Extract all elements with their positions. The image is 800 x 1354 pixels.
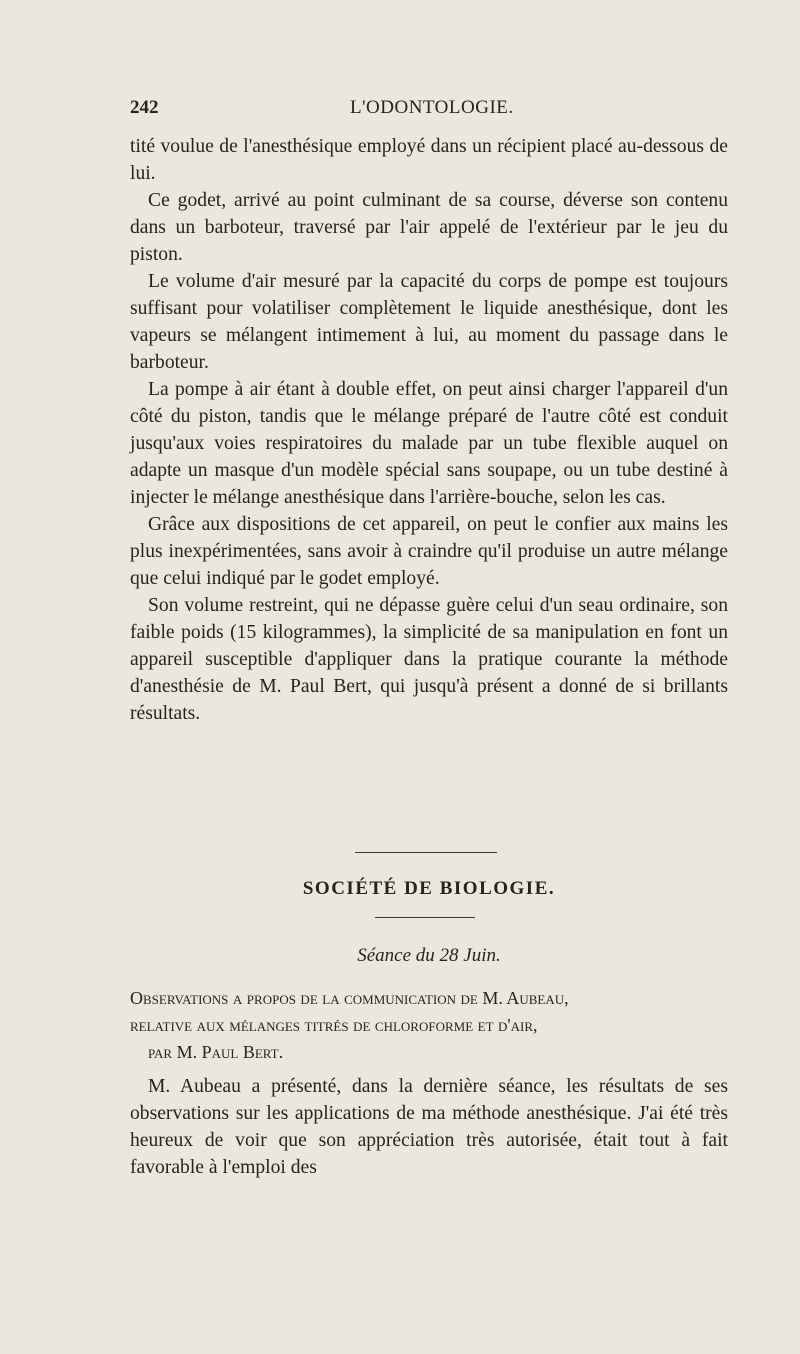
paragraph: Le volume d'air mesuré par la capacité du corps de pompe est toujours suffisant pour volatiliser complètement le liquide anesthésique, dont les vapeurs se mélangent intimement à lui, au moment du passage dans le barboteur. bbox=[130, 271, 728, 373]
section-title: SOCIÉTÉ DE BIOLOGIE. bbox=[302, 878, 556, 899]
paragraph: Son volume restreint, qui ne dépasse guère celui d'un seau ordinaire, son faible poids (15 kilogrammes), la simplicité de sa manipulation en font un appareil susceptible d'appliquer dans la pratique courante la méthode d'anesthésie de M. Paul Bert, qui jusqu'à présent a donné de si brillants résultats. bbox=[130, 595, 728, 724]
paragraph: Ce godet, arrivé au point culminant de sa course, déverse son contenu dans un barboteur, traversé par l'air appelé de l'extérieur par le jeu du piston. bbox=[130, 190, 728, 265]
article-title-line: Observations a propos de la communication de M. Aubeau, bbox=[130, 988, 569, 1008]
section-rule-bottom bbox=[375, 917, 475, 918]
article-title-line: relative aux mélanges titrés de chloroforme et d'air, bbox=[130, 1015, 538, 1035]
session-date: Séance du 28 Juin. bbox=[357, 945, 501, 966]
paragraph: tité voulue de l'anesthésique employé dans un récipient placé au-dessous de lui. bbox=[130, 136, 728, 184]
article-author: par M. Paul Bert. bbox=[148, 1042, 284, 1062]
page-number: 242 bbox=[130, 97, 159, 118]
paragraph: Grâce aux dispositions de cet appareil, on peut le confier aux mains les plus inexpérimentées, sans avoir à craindre qu'il produise un autre mélange que celui indiqué par le godet employé. bbox=[130, 514, 728, 589]
article-title bbox=[130, 985, 728, 1066]
running-title: L'ODONTOLOGIE. bbox=[350, 97, 514, 118]
paragraph: M. Aubeau a présenté, dans la dernière séance, les résultats de ses observations sur les applications de ma méthode anesthésique. J'ai été très heureux de voir que son appréciation très autorisée, était tout à fait favorable à l'emploi des bbox=[130, 1076, 728, 1178]
paragraph: La pompe à air étant à double effet, on peut ainsi charger l'appareil d'un côté du piston, tandis que le mélange préparé de l'autre côté est conduit jusqu'aux voies respiratoires du malade par un tube flexible auquel on adapte un masque d'un modèle spécial sans soupape, ou un tube destiné à injecter le mélange anesthésique dans l'arrière-bouche, selon les cas. bbox=[130, 379, 728, 508]
body-text bbox=[130, 133, 728, 727]
article-body bbox=[130, 1073, 728, 1181]
section-rule-top bbox=[355, 852, 497, 853]
page-header bbox=[130, 97, 730, 127]
